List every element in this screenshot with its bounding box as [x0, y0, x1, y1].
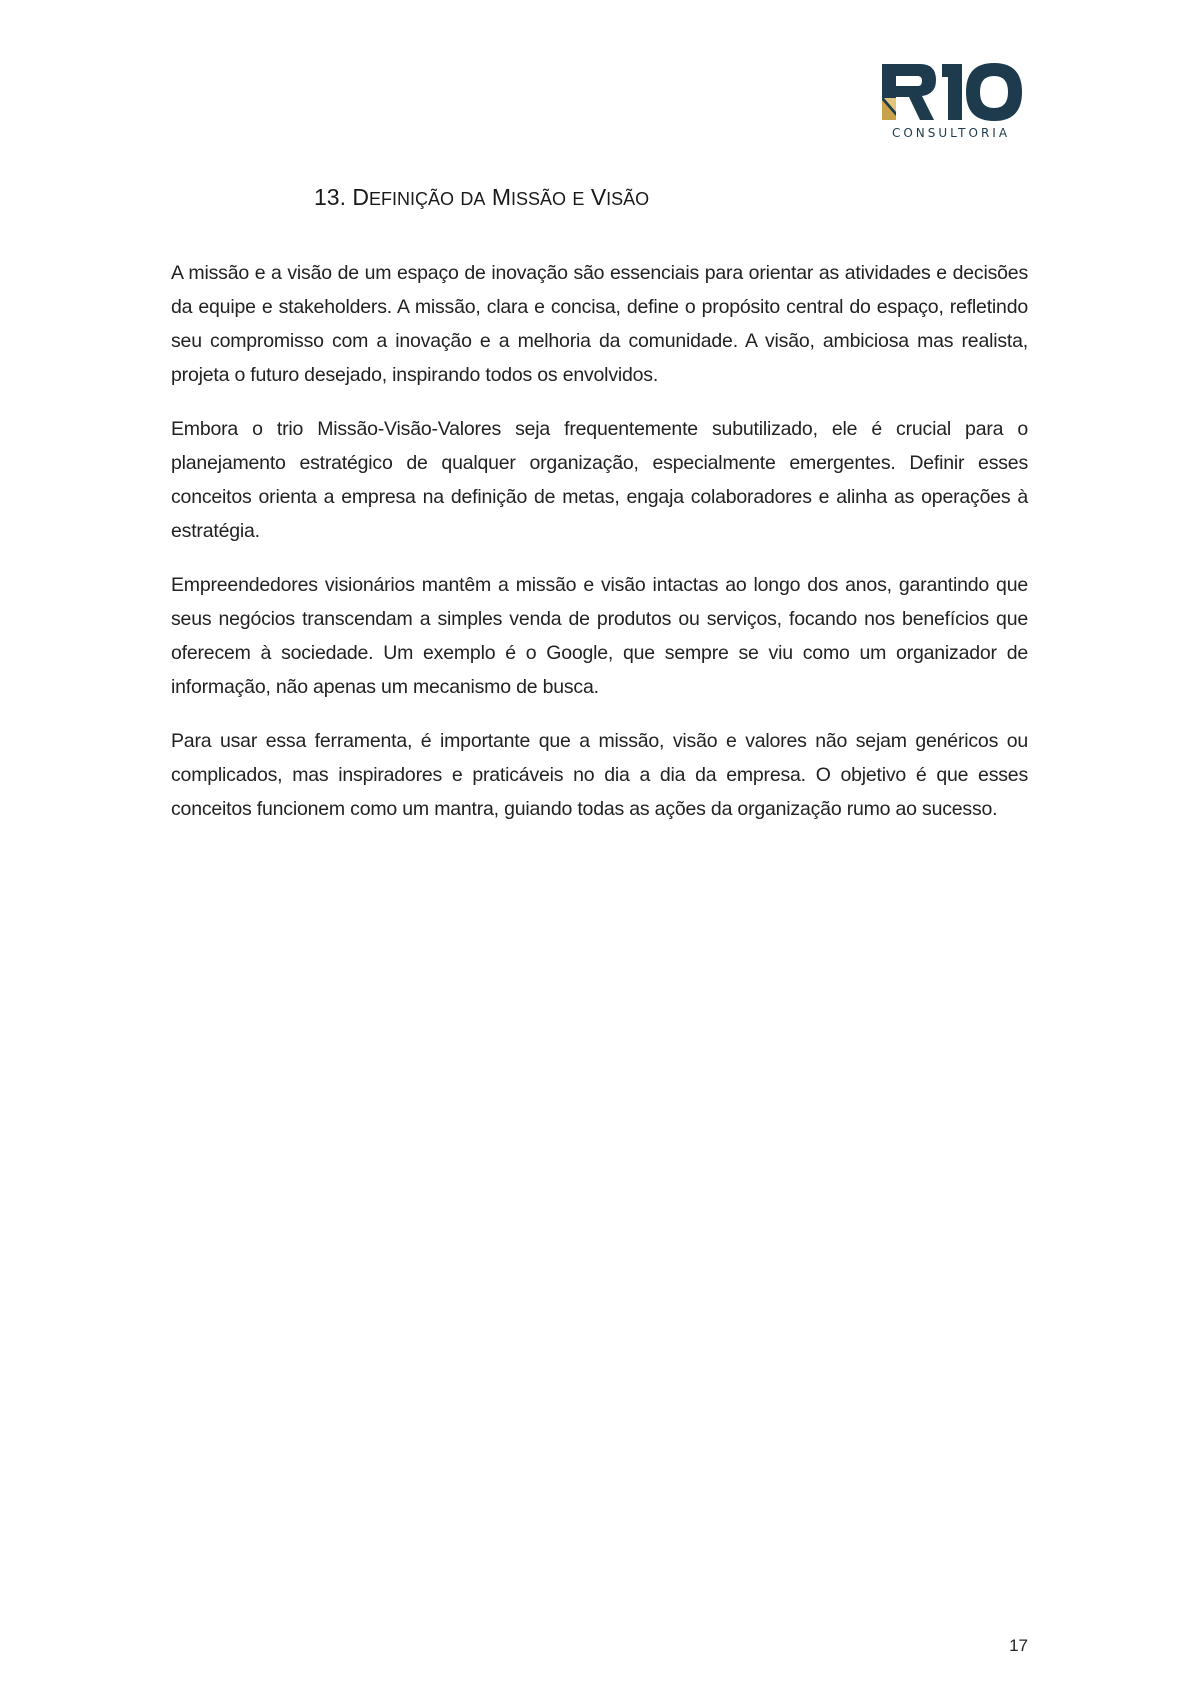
heading-word-rest: E: [572, 189, 585, 209]
body-text: [171, 256, 1028, 846]
paragraph: Para usar essa ferramenta, é importante que a missão, visão e valores não sejam genéricos ou complicados, mas inspiradores e praticáveis no dia a dia da empresa. O objetivo é que esses conceitos funcionem como um mantra, guiando todas as ações da organização rumo ao sucesso.: [171, 730, 1028, 820]
section-heading: [314, 182, 649, 214]
heading-word-initial: V: [590, 184, 607, 210]
heading-word-rest: ISSÃO: [510, 189, 567, 209]
paragraph: Empreendedores visionários mantêm a missão e visão intactas ao longo dos anos, garantindo que seus negócios transcendam a simples venda de produtos ou serviços, focando nos benefícios que oferecem à sociedade. Um exemplo é o Google, que sempre se viu como um organizador de informação, não apenas um mecanismo de busca.: [171, 574, 1028, 698]
heading-word-rest: ISÃO: [606, 189, 650, 209]
page-number: 17: [1009, 1636, 1028, 1655]
logo-caption: CONSULTORIA: [891, 126, 1011, 140]
heading-word-rest: EFINIÇÃO: [369, 189, 455, 209]
heading-word-initial: M: [491, 184, 511, 210]
paragraph: Embora o trio Missão-Visão-Valores seja frequentemente subutilizado, ele é crucial para o planejamento estratégico de qualquer organização, especialmente emergentes. Definir esses conceitos orienta a empresa na definição de metas, engaja colaboradores e alinha as operações à estratégia.: [171, 418, 1028, 542]
paragraph: A missão e a visão de um espaço de inovação são essenciais para orientar as atividades e decisões da equipe e stakeholders. A missão, clara e concisa, define o propósito central do espaço, refletindo seu compromisso com a inovação e a melhoria da comunidade. A visão, ambiciosa mas realista, projeta o futuro desejado, inspirando todos os envolvidos.: [171, 262, 1028, 386]
heading-word-initial: D: [352, 184, 369, 210]
heading-number: 13.: [314, 184, 346, 210]
r1o-logo-mark: [876, 60, 1026, 124]
company-logo: [876, 60, 1026, 144]
heading-word-rest: DA: [460, 189, 486, 209]
